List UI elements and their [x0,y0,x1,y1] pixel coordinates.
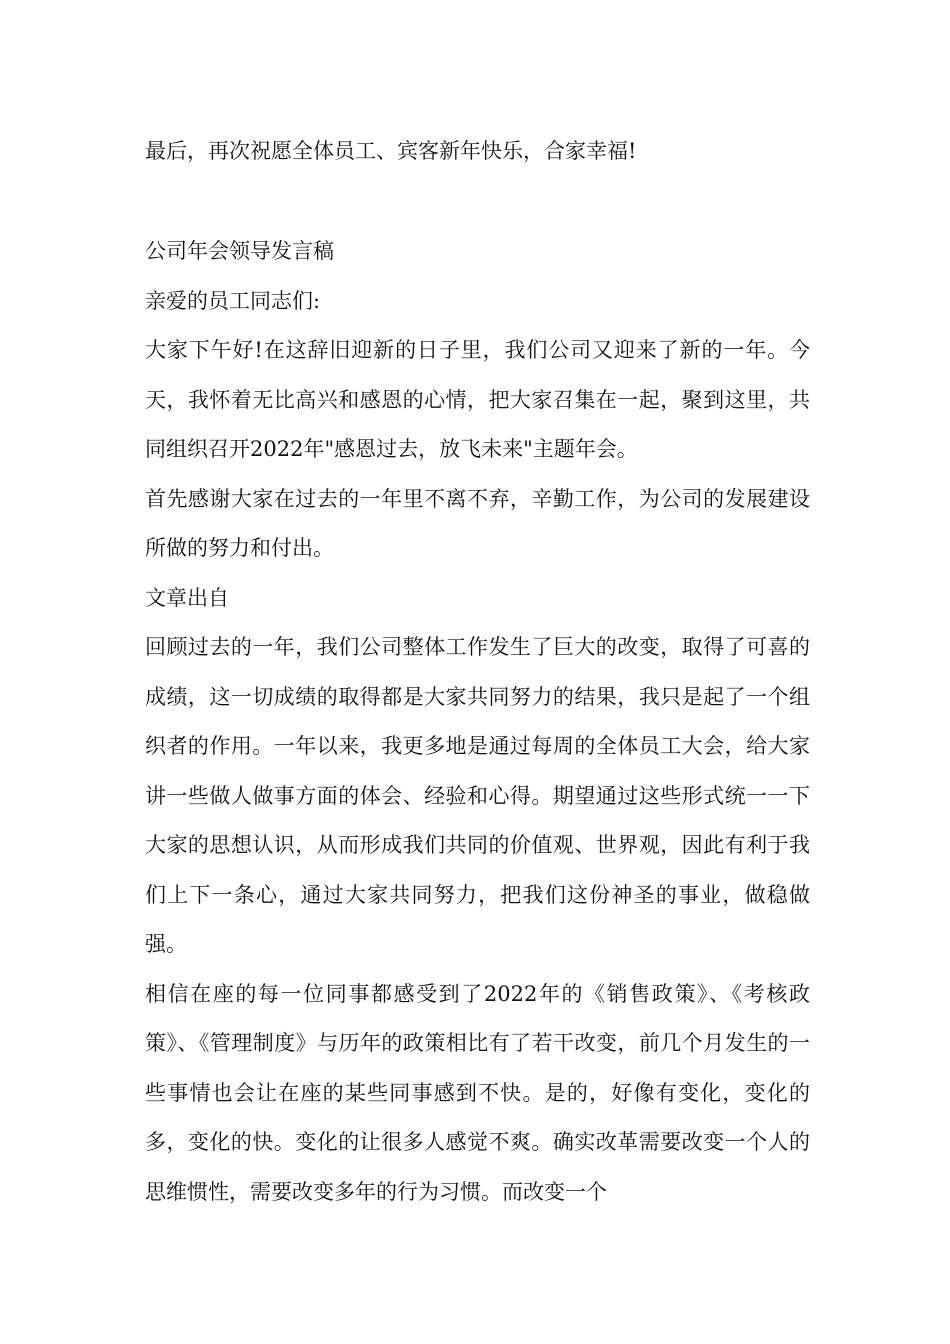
paragraph-policy-change: 相信在座的每一位同事都感受到了2022年的《销售政策》、《考核政策》、《管理制度》与历年的政策相比有了若干改变，前几个月发生的一些事情也会让在座的某些同事感到不快。是的，好像有变化，变化的多，变化的快。变化的让很多人感觉不爽。确实改革需要改变一个人的思维惯性，需要改变多年的行为习惯。而改变一个 [145,981,810,1204]
paragraph-review: 回顾过去的一年，我们公司整体工作发生了巨大的改变，取得了可喜的成绩，这一切成绩的取得都是大家共同努力的结果，我只是起了一个组织者的作用。一年以来，我更多地是通过每周的全体员工大会，给大家讲一些做人做事方面的体会、经验和心得。期望通过这些形式统一一下大家的思想认识，从而形成我们共同的价值观、世界观，因此有利于我们上下一条心，通过大家共同努力，把我们这份神圣的事业，做稳做强。 [145,635,810,956]
paragraph-thanks: 首先感谢大家在过去的一年里不离不弃，辛勤工作，为公司的发展建设所做的努力和付出。 [145,486,810,560]
paragraph-source-note: 文章出自 [145,585,229,610]
speech-salutation: 亲爱的员工同志们: [145,288,321,313]
speech-title: 公司年会领导发言稿 [145,239,334,263]
closing-line: 最后，再次祝愿全体员工、宾客新年快乐，合家幸福! [145,139,637,163]
closing-section [145,127,810,177]
speech-section [145,227,810,1217]
paragraph-greeting: 大家下午好!在这辞旧迎新的日子里，我们公司又迎来了新的一年。今天，我怀着无比高兴和感恩的心情，把大家召集在一起，聚到这里，共同组织召开2022年"感恩过去，放飞未来"主题年会。 [145,338,810,461]
